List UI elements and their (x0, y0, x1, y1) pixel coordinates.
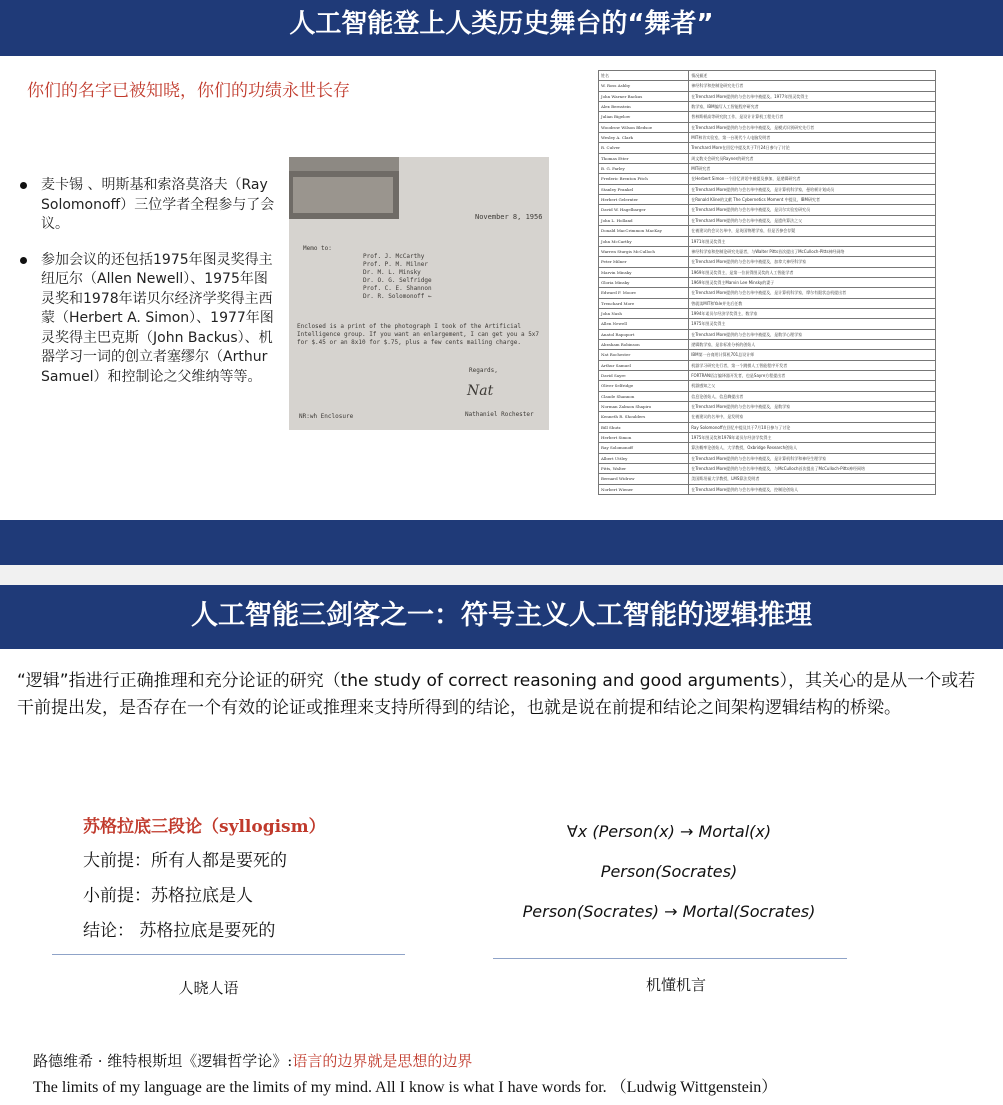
participant-description-cell: 1971年图灵奖得主 (689, 236, 936, 246)
participant-name-cell: Claude Shannon (599, 391, 689, 401)
participant-description-cell: 1994年诺贝尔经济学奖得主，数学家 (689, 308, 936, 318)
participant-name-cell: 姓名 (599, 71, 689, 81)
table-row (599, 122, 936, 132)
table-row (599, 112, 936, 122)
participant-name-cell: Woodrow Wilson Bledsoe (599, 122, 689, 132)
participant-description-cell: 在Trenchard More提供的与会名单中被提及，是计算机科学和神经生理学家 (689, 453, 936, 463)
participant-name-cell: Kenneth R. Shoulders (599, 412, 689, 422)
bullet-item (20, 251, 275, 388)
participant-name-cell: John McCarthy (599, 236, 689, 246)
syllogism-conclusion: 结论： 苏格拉底是要死的 (83, 921, 276, 941)
formula-implication: Person(Socrates) → Mortal(Socrates) (522, 902, 816, 921)
participant-description-cell: 在Trenchard More提供的与会名单中被提及，加拿大神经科学家 (689, 257, 936, 267)
participant-description-cell: 1969年图灵奖得主，是第一位获得图灵奖的人工智能学者 (689, 267, 936, 277)
bullet-item (20, 176, 275, 235)
participant-name-cell: Ray Solomonoff (599, 443, 689, 453)
table-row (599, 195, 936, 205)
table-row (599, 246, 936, 256)
table-row (599, 91, 936, 101)
participant-name-cell: Marvin Minsky (599, 267, 689, 277)
table-row (599, 360, 936, 370)
participant-description-cell: 普林斯顿高等研究院工作，是设计计算机工程先行者 (689, 112, 936, 122)
participant-description-cell: 在被建议的名单中，是发明家 (689, 412, 936, 422)
table-row (599, 102, 936, 112)
participant-description-cell: 周文数支会研究员Rayner的研究者 (689, 153, 936, 163)
participant-description-cell: 在Ronald Kline的文献 The Cybernetics Moment 中提及，IBM研究者 (689, 195, 936, 205)
participant-description-cell: 1975年图灵奖和1978年诺贝尔经济学奖得主 (689, 433, 936, 443)
table-row (599, 474, 936, 484)
memo-date: November 8, 1956 (475, 213, 543, 221)
bullet-dot-icon (20, 182, 27, 189)
participant-name-cell: Trenchard More (599, 298, 689, 308)
participant-description-cell: 在Trenchard More提供的与会名单中被提及，与McCulloch首次提出了McCulloch-Pitts神经网络 (689, 464, 936, 474)
memo-enclosure: NR:wh Enclosure (299, 413, 354, 420)
table-row (599, 298, 936, 308)
participant-description-cell: 在Trenchard More提供的与会名单中被提及，是数学家 (689, 402, 936, 412)
table-row (599, 277, 936, 287)
participant-name-cell: John Nash (599, 308, 689, 318)
participant-description-cell: FORTRAN语言编译器开发者，也是Sayre方程提出者 (689, 370, 936, 380)
table-row (599, 164, 936, 174)
rochester-memo-photo (289, 157, 549, 430)
participant-description-cell: 1969年图灵奖得主Marvin Lee Minsky的妻子 (689, 277, 936, 287)
participant-description-cell: 在Trenchard More提供的与会名单中被提及。1977年图灵奖得主 (689, 91, 936, 101)
memo-recipients (363, 253, 523, 301)
participant-description-cell: 逻辑数学家，是非标准分析的创始人 (689, 339, 936, 349)
table-row (599, 350, 936, 360)
participant-name-cell: Wesley A. Clark (599, 133, 689, 143)
table-row (599, 453, 936, 463)
participant-description-cell: MIT林肯实验室，第一台现代个人电脑发明者 (689, 133, 936, 143)
table-row (599, 205, 936, 215)
participant-name-cell: Herbert Simon (599, 433, 689, 443)
participant-description-cell: 机器感知之父 (689, 381, 936, 391)
table-row (599, 153, 936, 163)
bullet-text: 参加会议的还包括1975年图灵奖得主纽厄尔（Allen Newell）、1975年图灵奖和1978年诺贝尔经济学奖得主西蒙（Herbert A. Simon）、1977年图灵奖得主巴克斯（John Backus）、机器学习一词的创立者塞缪尔（Arthur Samuel）和控制论之父维纳等等。 (41, 251, 274, 385)
memo-recipient: Dr. R. Solomonoff ← (363, 293, 432, 300)
participant-name-cell: Warren Sturgis McCulloch (599, 246, 689, 256)
participant-name-cell: Peter Milner (599, 257, 689, 267)
table-row (599, 484, 936, 494)
participant-description-cell: 神经科学家和控制论研究先驱者，与Walter Pitts首次提出了McCulloch-Pitts神经网络 (689, 246, 936, 256)
table-row (599, 143, 936, 153)
participant-description-cell: 数学家，IBM编写人工智能程序研究者 (689, 102, 936, 112)
syllogism-minor-premise: 小前提：苏格拉底是人 (83, 886, 253, 906)
table-row (599, 226, 936, 236)
memo-to-label: Memo to: (303, 245, 332, 252)
table-row (599, 402, 936, 412)
participant-name-cell: Julian Bigelow (599, 112, 689, 122)
participant-description-cell: 情况描述 (689, 71, 936, 81)
participant-name-cell: Oliver Selfridge (599, 381, 689, 391)
participant-description-cell: 在Trenchard More提供的与会名单中被提及，是计算机科学家，曼哈顿计划成员 (689, 184, 936, 194)
formula-universal: ∀x (Person(x) → Mortal(x) (566, 822, 772, 841)
caption-human-language: 人晓人语 (178, 979, 239, 997)
table-row (599, 308, 936, 318)
table-row (599, 81, 936, 91)
participant-name-cell: Herbert Gelernter (599, 195, 689, 205)
participants-table (598, 70, 936, 495)
participant-name-cell: John Warner Backus (599, 91, 689, 101)
participant-name-cell: Norbert Wiener (599, 484, 689, 494)
divider-left (52, 954, 405, 955)
memo-recipient: Prof. J. McCarthy (363, 253, 425, 260)
memo-recipient: Prof. P. M. Milner (363, 261, 429, 268)
slide-1-footer-bar (0, 520, 1003, 565)
participant-description-cell: 曾就读MIT和Yale并先后任教 (689, 298, 936, 308)
participant-name-cell: Thomas Etter (599, 153, 689, 163)
participant-name-cell: Nat Rochester (599, 350, 689, 360)
participant-description-cell: 在Trenchard More提供的与会名单中被提及，是数学心理学家 (689, 329, 936, 339)
participant-name-cell: Edward F. Moore (599, 288, 689, 298)
participant-description-cell: 在被建议的会议名单中，是英国物理学家，但是否参会存疑 (689, 226, 936, 236)
participant-name-cell: Alex Bernstein (599, 102, 689, 112)
participant-name-cell: Gloria Minsky (599, 277, 689, 287)
participant-description-cell: 机器学习研究先行者，第一个跳棋人工智能程序开发者 (689, 360, 936, 370)
table-row (599, 174, 936, 184)
memo-regards: Regards, (469, 367, 498, 374)
slide-2-title: 人工智能三剑客之一：符号主义人工智能的逻辑推理 (0, 585, 1003, 649)
table-row (599, 267, 936, 277)
syllogism-major-premise: 大前提：所有人都是要死的 (83, 851, 287, 871)
slide-1-title: 人工智能登上人类历史舞台的“舞者” (0, 0, 1003, 56)
participant-description-cell: 神经科学和控制论研究先行者 (689, 81, 936, 91)
participant-description-cell: 1975年图灵奖得主 (689, 319, 936, 329)
bullet-text: 麦卡锡 、明斯基和索洛莫洛夫（Ray Solomonoff）三位学者全程参与了会议。 (41, 177, 275, 232)
table-row (599, 443, 936, 453)
memo-body: Enclosed is a print of the photograph I took of the Artificial Intelligence group. If you want an enlargement, I can get you a 5x7 for $.45 or an 8x10 for $.75, plus a few cents mailing charge. (297, 323, 540, 346)
table-row (599, 412, 936, 422)
table-row (599, 339, 936, 349)
memo-recipient: Prof. C. E. Shannon (363, 285, 432, 292)
participant-name-cell: Pitts, Walter (599, 464, 689, 474)
memo-recipient: Dr. O. G. Selfridge (363, 277, 432, 284)
participant-name-cell: David Sayre (599, 370, 689, 380)
participant-name-cell: Albert Uttley (599, 453, 689, 463)
participant-name-cell: Norman Zalmon Shapiro (599, 402, 689, 412)
participant-description-cell: 在Trenchard More提供的与会名单中被提及，是遗传算法之父 (689, 215, 936, 225)
table-row (599, 257, 936, 267)
participant-name-cell: Allen Newell (599, 319, 689, 329)
table-row (599, 288, 936, 298)
participant-name-cell: B. G. Farley (599, 164, 689, 174)
participant-name-cell: Stanley Frankel (599, 184, 689, 194)
participant-description-cell: 美国斯坦福大学教授，LMS算法发明者 (689, 474, 936, 484)
participant-name-cell: R. Culver (599, 143, 689, 153)
participant-name-cell: Anatol Rapoport (599, 329, 689, 339)
participant-description-cell: 在Trenchard More提供的与会名单中被提及，控制论创始人 (689, 484, 936, 494)
table-row (599, 184, 936, 194)
participant-description-cell: 在Trenchard More提供的与会名单中被提及，是模式识别研究先行者 (689, 122, 936, 132)
participant-description-cell: MIT研究者 (689, 164, 936, 174)
participant-name-cell: Frederic Brenton Fitch (599, 174, 689, 184)
formula-person-socrates: Person(Socrates) (600, 862, 738, 881)
table-row (599, 133, 936, 143)
table-row (599, 381, 936, 391)
slide-separator (0, 565, 1003, 585)
participant-name-cell: John L. Holland (599, 215, 689, 225)
participant-name-cell: David W. Hagelbarger (599, 205, 689, 215)
table-row (599, 464, 936, 474)
table-row (599, 422, 936, 432)
participant-description-cell: 在Trenchard More提供的与会名单中被提及，是计算机科学家，摩尔有限状态机提出者 (689, 288, 936, 298)
memo-signer-name: Nathaniel Rochester (465, 411, 534, 418)
participants-bullet-list (20, 176, 275, 403)
table-row (599, 319, 936, 329)
participant-description-cell: Ray Solomonoff在回忆中提及其于7月10日参与了讨论 (689, 422, 936, 432)
table-row (599, 391, 936, 401)
table-row (599, 370, 936, 380)
participant-name-cell: W. Ross Ashby (599, 81, 689, 91)
participant-description-cell: 在Herbert Simon一个回忆讲话中被提及参加，是逻辑研究者 (689, 174, 936, 184)
table-row (599, 236, 936, 246)
table-header-row (599, 71, 936, 81)
table-row (599, 215, 936, 225)
quote-source: 路德维希 · 维特根斯坦《逻辑哲学论》: (33, 1052, 293, 1070)
participant-name-cell: Abraham Robinson (599, 339, 689, 349)
bullet-dot-icon (20, 257, 27, 264)
slide-1-subtitle: 你们的名字已被知晓，你们的功绩永世长存 (27, 81, 350, 101)
memo-document (289, 157, 549, 430)
table-row (599, 433, 936, 443)
participant-name-cell: Donald MacCrimmon MacKay (599, 226, 689, 236)
participant-description-cell: IBM第一台商用计算机701总设计师 (689, 350, 936, 360)
memo-signature: Nat (467, 383, 494, 399)
participant-name-cell: Bernard Widrow (599, 474, 689, 484)
wittgenstein-quote-en: The limits of my language are the limits of my mind. All I know is what I have words for. （Ludwig Wittgenstein） (33, 1079, 778, 1096)
wittgenstein-quote-zh (33, 1050, 472, 1071)
participant-name-cell: Bill Shutz (599, 422, 689, 432)
participant-description-cell: 在Trenchard More提供的与会名单中被提及，是贝尔实验室研究员 (689, 205, 936, 215)
participant-description-cell: 算法概率论创始人，大学教授，Oxbridge Research创始人 (689, 443, 936, 453)
table-row (599, 329, 936, 339)
caption-machine-language: 机懂机言 (645, 976, 706, 994)
quote-highlight: 语言的边界就是思想的边界 (292, 1052, 473, 1070)
syllogism-title: 苏格拉底三段论（syllogism） (83, 817, 326, 837)
logic-definition: “逻辑”指进行正确推理和充分论证的研究（the study of correct reasoning and good arguments），其关心的是从一个或若干前提出发，是否存在一个有效的论证或推理来支持所得到的结论，也就是说在前提和结论之间架构逻辑结构的桥梁。 (17, 671, 976, 718)
memo-recipient: Dr. M. L. Minsky (363, 269, 421, 276)
participant-description-cell: 信息论创始人，信息熵提出者 (689, 391, 936, 401)
participant-description-cell: Trenchard More在回忆中提及其于7月24日参与了讨论 (689, 143, 936, 153)
participant-name-cell: Arthur Samuel (599, 360, 689, 370)
divider-right (493, 958, 847, 959)
